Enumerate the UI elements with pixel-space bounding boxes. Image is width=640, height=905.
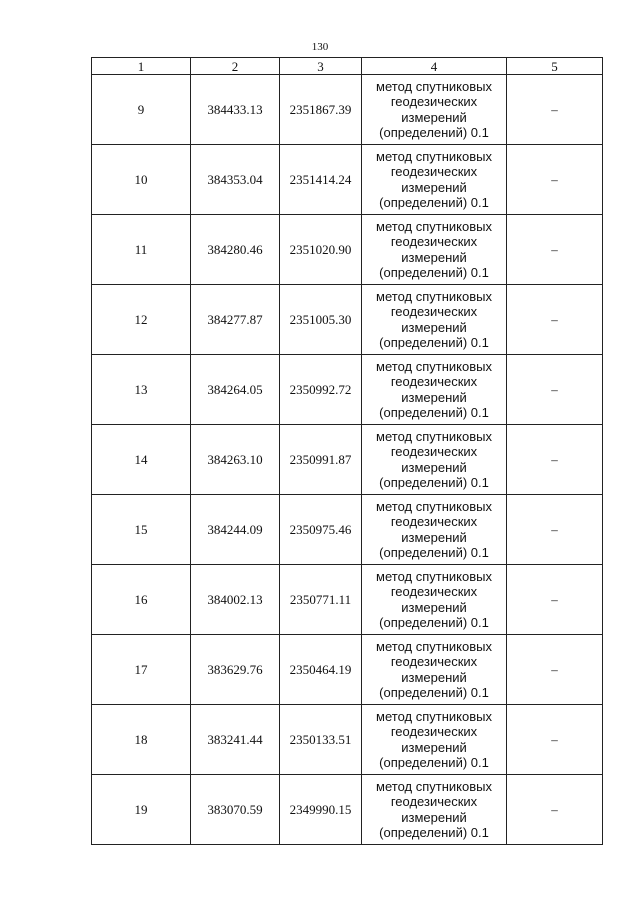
x-coordinate-cell: 384277.87 xyxy=(191,285,280,355)
method-line: измерений xyxy=(401,109,467,125)
method-line: метод спутниковых xyxy=(376,778,492,794)
table-row xyxy=(92,75,603,145)
method-line: (определений) 0.1 xyxy=(379,265,489,280)
table-row xyxy=(92,635,603,705)
point-number-cell: 9 xyxy=(92,75,191,145)
table-row xyxy=(92,145,603,215)
method-cell xyxy=(362,775,507,845)
method-line: (определений) 0.1 xyxy=(379,195,489,210)
point-number-cell: 15 xyxy=(92,495,191,565)
note-cell: – xyxy=(507,75,603,145)
x-coordinate-cell: 384264.05 xyxy=(191,355,280,425)
method-cell xyxy=(362,75,507,145)
method-line: геодезических xyxy=(390,584,478,599)
note-cell: – xyxy=(507,635,603,705)
method-line: геодезических xyxy=(390,444,478,459)
x-coordinate-cell: 384002.13 xyxy=(191,565,280,635)
note-cell: – xyxy=(507,285,603,355)
method-line: геодезических xyxy=(390,514,478,529)
method-line: измерений xyxy=(401,669,467,685)
y-coordinate-cell: 2351414.24 xyxy=(280,145,362,215)
method-line: (определений) 0.1 xyxy=(379,125,489,140)
y-coordinate-cell: 2350133.51 xyxy=(280,705,362,775)
note-cell: – xyxy=(507,355,603,425)
x-coordinate-cell: 384433.13 xyxy=(191,75,280,145)
method-line: измерений xyxy=(401,389,467,405)
table-row xyxy=(92,775,603,845)
point-number-cell: 12 xyxy=(92,285,191,355)
method-cell xyxy=(362,425,507,495)
method-line: метод спутниковых xyxy=(376,568,492,584)
method-line: метод спутниковых xyxy=(376,638,492,654)
method-line: метод спутниковых xyxy=(376,148,492,164)
method-line: геодезических xyxy=(390,724,478,739)
point-number-cell: 16 xyxy=(92,565,191,635)
y-coordinate-cell: 2351867.39 xyxy=(280,75,362,145)
table-row xyxy=(92,705,603,775)
method-line: (определений) 0.1 xyxy=(379,545,489,560)
method-line: (определений) 0.1 xyxy=(379,475,489,490)
table-row xyxy=(92,285,603,355)
method-line: измерений xyxy=(401,319,467,335)
column-header-4: 4 xyxy=(362,58,507,75)
x-coordinate-cell: 383070.59 xyxy=(191,775,280,845)
method-line: измерений xyxy=(401,179,467,195)
x-coordinate-cell: 384353.04 xyxy=(191,145,280,215)
y-coordinate-cell: 2351005.30 xyxy=(280,285,362,355)
point-number-cell: 17 xyxy=(92,635,191,705)
method-line: метод спутниковых xyxy=(376,428,492,444)
method-line: (определений) 0.1 xyxy=(379,615,489,630)
point-number-cell: 14 xyxy=(92,425,191,495)
note-cell: – xyxy=(507,705,603,775)
y-coordinate-cell: 2350464.19 xyxy=(280,635,362,705)
column-header-3: 3 xyxy=(280,58,362,75)
point-number-cell: 19 xyxy=(92,775,191,845)
method-line: измерений xyxy=(401,739,467,755)
y-coordinate-cell: 2349990.15 xyxy=(280,775,362,845)
method-line: (определений) 0.1 xyxy=(379,755,489,770)
note-cell: – xyxy=(507,495,603,565)
table-row xyxy=(92,355,603,425)
y-coordinate-cell: 2350975.46 xyxy=(280,495,362,565)
column-header-1: 1 xyxy=(92,58,191,75)
y-coordinate-cell: 2350991.87 xyxy=(280,425,362,495)
method-line: измерений xyxy=(401,529,467,545)
method-line: геодезических xyxy=(390,164,478,179)
method-line: измерений xyxy=(401,459,467,475)
y-coordinate-cell: 2350992.72 xyxy=(280,355,362,425)
x-coordinate-cell: 383241.44 xyxy=(191,705,280,775)
method-line: геодезических xyxy=(390,234,478,249)
method-cell xyxy=(362,355,507,425)
method-line: геодезических xyxy=(390,304,478,319)
method-line: (определений) 0.1 xyxy=(379,685,489,700)
note-cell: – xyxy=(507,425,603,495)
method-cell xyxy=(362,145,507,215)
method-line: (определений) 0.1 xyxy=(379,335,489,350)
method-line: геодезических xyxy=(390,794,478,809)
method-line: метод спутниковых xyxy=(376,288,492,304)
method-cell xyxy=(362,705,507,775)
note-cell: – xyxy=(507,215,603,285)
method-cell xyxy=(362,215,507,285)
method-cell xyxy=(362,495,507,565)
table-header-row xyxy=(92,58,603,75)
page-number: 130 xyxy=(311,41,329,53)
method-line: метод спутниковых xyxy=(376,218,492,234)
method-cell xyxy=(362,635,507,705)
method-line: метод спутниковых xyxy=(376,708,492,724)
note-cell: – xyxy=(507,775,603,845)
method-line: метод спутниковых xyxy=(376,358,492,374)
method-line: геодезических xyxy=(390,374,478,389)
x-coordinate-cell: 383629.76 xyxy=(191,635,280,705)
x-coordinate-cell: 384244.09 xyxy=(191,495,280,565)
method-line: измерений xyxy=(401,599,467,615)
x-coordinate-cell: 384280.46 xyxy=(191,215,280,285)
x-coordinate-cell: 384263.10 xyxy=(191,425,280,495)
method-cell xyxy=(362,285,507,355)
method-line: метод спутниковых xyxy=(376,498,492,514)
method-line: (определений) 0.1 xyxy=(379,405,489,420)
method-line: метод спутниковых xyxy=(376,78,492,94)
point-number-cell: 10 xyxy=(92,145,191,215)
table-row xyxy=(92,495,603,565)
method-line: измерений xyxy=(401,249,467,265)
table-row xyxy=(92,425,603,495)
method-cell xyxy=(362,565,507,635)
method-line: геодезических xyxy=(390,94,478,109)
column-header-5: 5 xyxy=(507,58,603,75)
column-header-2: 2 xyxy=(191,58,280,75)
table-row xyxy=(92,215,603,285)
note-cell: – xyxy=(507,145,603,215)
point-number-cell: 11 xyxy=(92,215,191,285)
point-number-cell: 13 xyxy=(92,355,191,425)
table-row xyxy=(92,565,603,635)
point-number-cell: 18 xyxy=(92,705,191,775)
y-coordinate-cell: 2350771.11 xyxy=(280,565,362,635)
method-line: (определений) 0.1 xyxy=(379,825,489,840)
y-coordinate-cell: 2351020.90 xyxy=(280,215,362,285)
note-cell: – xyxy=(507,565,603,635)
method-line: измерений xyxy=(401,809,467,825)
method-line: геодезических xyxy=(390,654,478,669)
coordinates-table xyxy=(91,57,603,845)
